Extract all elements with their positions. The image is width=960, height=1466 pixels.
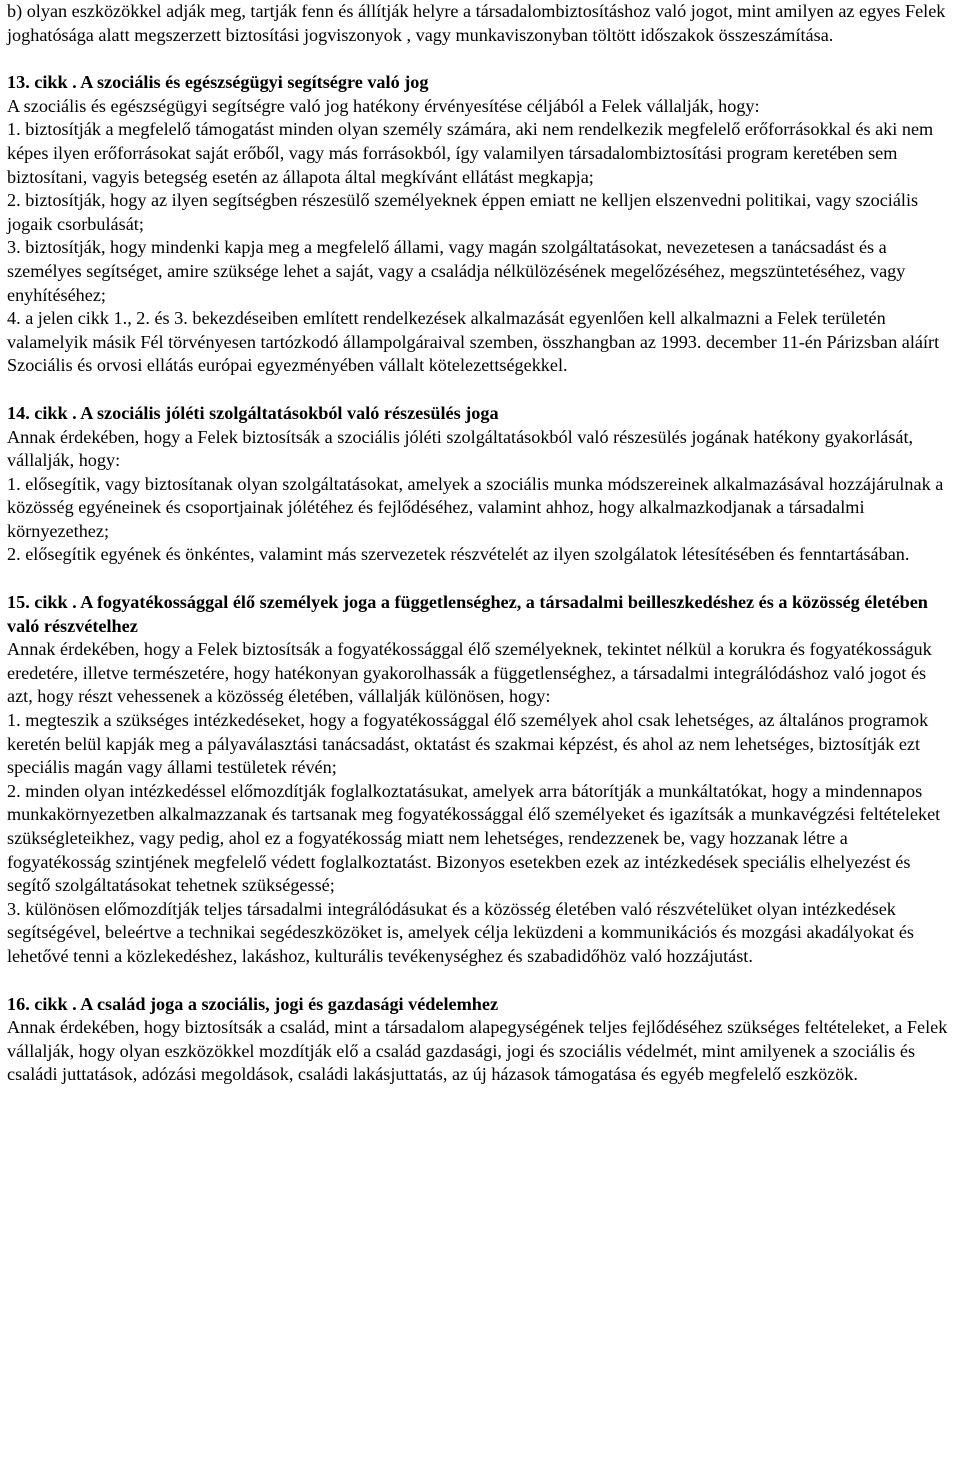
section-14 xyxy=(7,402,950,567)
section-paragraph: 3. biztosítják, hogy mindenki kapja meg a megfelelő állami, vagy magán szolgáltatásokat, nevezetesen a tanácsadást és a személyes segítséget, amire szüksége lehet a saját, vagy a családja nélkülözésének megelőzéséhez, megszüntetéséhez, vagy enyhítéséhez; xyxy=(7,237,906,305)
section-paragraph: 2. minden olyan intézkedéssel előmozdítják foglalkoztatásukat, amelyek arra bátorítják a munkáltatókat, hogy a mindennapos munkakörnyezetben alkalmazzanak és tartsanak meg fogyatékossággal élő személyeket és igazítsák a munkavégzési feltételeket szükségleteikhez, vagy pedig, ahol ez a fogyatékosság miatt nem lehetséges, rendezzenek be, vagy hozzanak létre a fogyatékosság szintjének megfelelő védett foglalkoztatást. Bizonyos esetekben ezek az intézkedések speciális elhelyezést és segítő szolgáltatásokat tehetnek szükségessé; xyxy=(7,780,941,896)
section-paragraph: 1. elősegítik, vagy biztosítanak olyan szolgáltatásokat, amelyek a szociális munka módszereinek alkalmazásával hozzájárulnak a közösség egyéneinek és csoportjainak jólétéhez és fejlődéséhez, valamint ahhoz, hogy alkalmazkodjanak a társadalmi környezethez; xyxy=(7,473,944,541)
spacer xyxy=(7,47,950,71)
section-paragraph: 1. megteszik a szükséges intézkedéseket, hogy a fogyatékossággal élő személyek ahol csak lehetséges, az általános programok keretén belül kapják meg a pályaválasztási tanácsadást, oktatást és szakmai képzést, és ahol az nem lehetséges, biztosítják ezt speciális magán vagy állami testületek révén; xyxy=(7,710,929,778)
section-16 xyxy=(7,993,950,1087)
intro-paragraph: b) olyan eszközökkel adják meg, tartják fenn és állítják helyre a társadalombiztosításhoz való jogot, mint amilyen az egyes Felek joghatósága alatt megszerzett biztosítási jogviszonyok , vagy munkaviszonyban töltött időszakok összeszámítása. xyxy=(7,1,946,45)
spacer xyxy=(7,969,950,993)
spacer xyxy=(7,567,950,591)
section-paragraph: 2. biztosítják, hogy az ilyen segítségben részesülő személyeknek éppen emiatt ne kelljen elszenvedni politikai, vagy szociális jogaik csorbulását; xyxy=(7,190,919,234)
section-15 xyxy=(7,591,950,969)
section-paragraph: Annak érdekében, hogy a Felek biztosítsák a szociális jóléti szolgáltatásokból való részesülés jogának hatékony gyakorlását, vállalják, hogy: xyxy=(7,426,914,471)
section-paragraph: Annak érdekében, hogy a Felek biztosítsák a fogyatékossággal élő személyeknek, tekintet nélkül a korukra és fogyatékosságuk eredetére, illetve természetére, hogy hatékonyan gyakorolhassák a függetlenséghez, a társadalmi integrálódáshoz való jogot és azt, hogy részt vehessenek a közösség életében, vállalják különösen, hogy: xyxy=(7,639,932,707)
section-paragraph: 4. a jelen cikk 1., 2. és 3. bekezdéseiben említett rendelkezések alkalmazását egyenlően kell alkalmazni a Felek területén valamelyik másik Fél törvényesen tartózkodó állampolgáraival szemben, összhangban az 1993. december 11-én Párizsban aláírt Szociális és orvosi ellátás európai egyezményében vállalt kötelezettségekkel. xyxy=(7,308,940,376)
section-paragraph: 2. elősegítik egyének és önkéntes, valamint más szervezetek részvételét az ilyen szolgálatok létesítésében és fenntartásában. xyxy=(7,544,910,565)
section-heading: 13. cikk . A szociális és egészségügyi segítségre való jog xyxy=(7,72,429,93)
section-heading: 15. cikk . A fogyatékossággal élő személyek joga a függetlenséghez, a társadalmi beilleszkedéshez és a közösség életében való részvételhez xyxy=(7,592,928,636)
section-paragraph: A szociális és egészségügyi segítségre való jog hatékony érvényesítése céljából a Felek vállalják, hogy: xyxy=(7,95,760,116)
section-heading: 16. cikk . A család joga a szociális, jogi és gazdasági védelemhez xyxy=(7,993,499,1014)
section-paragraph: 1. biztosítják a megfelelő támogatást minden olyan személy számára, aki nem rendelkezik megfelelő erőforrásokkal és aki nem képes ilyen erőforrásokat saját erőből, vagy más forrásokból, így valamilyen társadalombiztosítási program keretében sem biztosítani, vagyis betegség esetén az állapota által megkívánt ellátást megkapja; xyxy=(7,119,934,187)
section-paragraph: 3. különösen előmozdítják teljes társadalmi integrálódásukat és a közösség életében való részvételüket olyan intézkedések segítségével, beleértve a technikai segédeszközöket is, amelyek célja leküzdeni a kommunikációs és mozgási akadályokat és lehetővé tenni a közlekedéshez, lakáshoz, kulturális tevékenységhez és szabadidőhöz való hozzájutást. xyxy=(7,898,915,966)
spacer xyxy=(7,378,950,402)
section-heading: 14. cikk . A szociális jóléti szolgáltatásokból való részesülés joga xyxy=(7,402,499,423)
section-13 xyxy=(7,71,950,378)
section-paragraph: Annak érdekében, hogy biztosítsák a család, mint a társadalom alapegységének teljes fejlődéséhez szükséges feltételeket, a Felek vállalják, hogy olyan eszközökkel mozdítják elő a család gazdasági, jogi és szociális védelmét, mint amilyenek a szociális és családi juttatások, adózási megoldások, családi lakásjuttatás, az új házasok támogatása és egyéb megfelelő eszközök. xyxy=(7,1017,948,1085)
